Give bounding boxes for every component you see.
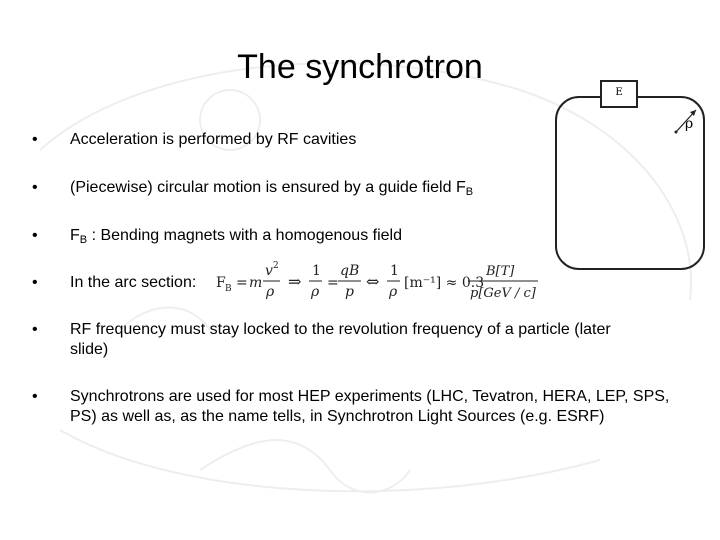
bullet-text-subscript: B <box>79 234 88 246</box>
formula-qb: qB <box>340 263 360 279</box>
formula-one: 1 <box>390 263 399 279</box>
bullet-marker: • <box>32 388 38 405</box>
bullet-text: In the arc section: <box>70 274 197 291</box>
bullet-text-subscript: B <box>465 186 474 198</box>
formula-implies-arrow: ⇒ <box>288 272 302 291</box>
bullet-text <box>70 178 473 202</box>
bullet-marker: • <box>32 131 38 148</box>
bullet-text-main: (Piecewise) circular motion is ensured by a guide field F <box>70 179 466 196</box>
bullet-text: Synchrotrons are used for most HEP experiments (LHC, Tevatron, HERA, LEP, SPS, PS) as well as, as the name tells, in Synchrotron Light Sources (e.g. ESRF) <box>70 388 670 425</box>
formula-velocity: v <box>265 263 273 279</box>
formula-momentum-gev: p[GeV / c] <box>470 286 536 301</box>
formula-graphic <box>216 258 546 304</box>
formula-rho: ρ <box>389 284 398 300</box>
formula-equals: = <box>327 275 339 291</box>
bullet-marker: • <box>32 227 38 244</box>
bullet-marker: • <box>32 274 38 291</box>
slide-title: The synchrotron <box>237 48 483 86</box>
formula-rho: ρ <box>311 284 320 300</box>
formula-mass: m <box>249 275 263 291</box>
formula-f-subscript: B <box>225 284 232 294</box>
formula-units-approx: [m⁻¹] ≈ 0.3 <box>404 275 485 291</box>
rf-cavity-box: E <box>600 80 638 108</box>
formula-f: F <box>216 275 226 291</box>
formula-velocity-exponent: 2 <box>273 261 279 271</box>
formula-one: 1 <box>312 263 321 279</box>
formula-field-tesla: B[T] <box>486 264 515 279</box>
bullet-text-pre: F <box>70 227 80 244</box>
formula-iff-arrow: ⇔ <box>366 272 380 291</box>
bullet-text <box>70 226 402 250</box>
formula-rho: ρ <box>266 284 275 300</box>
bullet-text: RF frequency must stay locked to the revolution frequency of a particle (later slide) <box>70 321 611 358</box>
bending-formula <box>216 258 546 304</box>
radius-label: ρ <box>685 116 694 132</box>
bullet-text: Acceleration is performed by RF cavities <box>70 131 357 148</box>
bullet-marker: • <box>32 179 38 196</box>
bullet-marker: • <box>32 321 38 338</box>
formula-momentum: p <box>345 284 354 300</box>
bullet-text-post: : Bending magnets with a homogenous field <box>87 227 402 244</box>
formula-equals: = <box>236 275 248 291</box>
